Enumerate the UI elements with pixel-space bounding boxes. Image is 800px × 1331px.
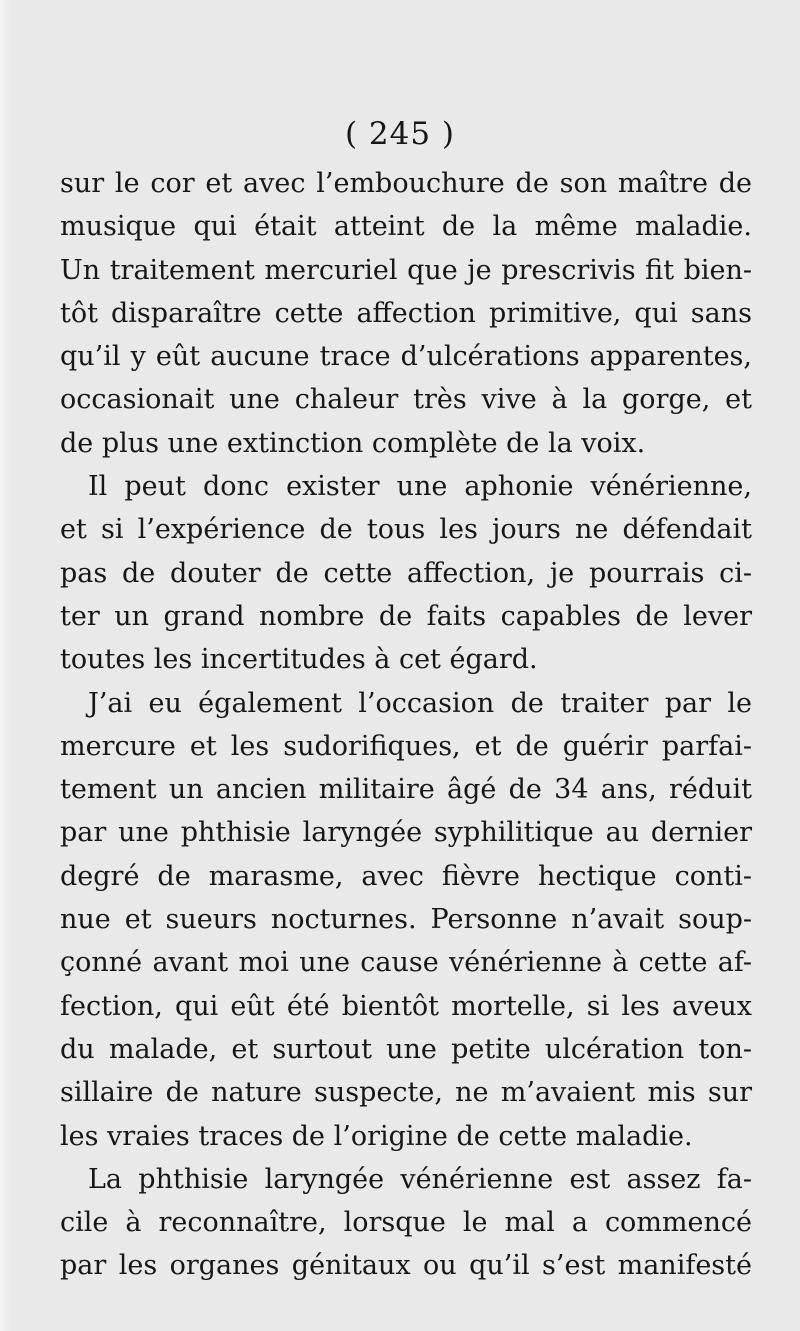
text-line: par une phthisie laryngée syphilitique au dernier	[60, 817, 752, 849]
text-line: Il peut donc exister une aphonie vénérienne,	[88, 471, 752, 503]
text-line: musique qui était atteint de la même maladie.	[60, 211, 752, 243]
page-number: ( 245 )	[344, 116, 456, 152]
text-line: et si l’expérience de tous les jours ne défendait	[60, 514, 752, 546]
text-line: fection, qui eût été bientôt mortelle, si les aveux	[60, 990, 752, 1022]
page-edge	[0, 0, 12, 1331]
text-line: par les organes génitaux ou qu’il s’est manifesté	[60, 1250, 752, 1282]
text-line: du malade, et surtout une petite ulcération ton-	[60, 1033, 752, 1065]
text-line: mercure et les sudorifiques, et de guérir parfai-	[60, 730, 752, 762]
text-line: de plus une extinction complète de la voix.	[60, 427, 646, 459]
text-line: ter un grand nombre de faits capables de lever	[60, 600, 752, 632]
text-line: degré de marasme, avec fièvre hectique conti-	[60, 860, 752, 892]
text-line: tôt disparaître cette affection primitive, qui sans	[60, 297, 752, 329]
text-line: cile à reconnaître, lorsque le mal a commencé	[60, 1207, 752, 1239]
text-line: La phthisie laryngée vénérienne est assez fa-	[88, 1163, 752, 1195]
text-line: J’ai eu également l’occasion de traiter par le	[88, 687, 752, 719]
text-line: Un traitement mercuriel que je prescrivis fit bien-	[60, 254, 752, 286]
text-line: tement un ancien militaire âgé de 34 ans, réduit	[60, 774, 752, 806]
text-line: sur le cor et avec l’embouchure de son maître de	[60, 168, 752, 199]
text-line: les vraies traces de l’origine de cette maladie.	[60, 1120, 693, 1152]
body-text	[60, 162, 752, 1288]
text-line: sillaire de nature suspecte, ne m’avaient mis sur	[60, 1077, 752, 1109]
text-line: çonné avant moi une cause vénérienne à cette af-	[60, 947, 752, 979]
text-line: toutes les incertitudes à cet égard.	[60, 644, 538, 676]
text-line: pas de douter de cette affection, je pourrais ci-	[60, 557, 752, 589]
text-line: nue et sueurs nocturnes. Personne n’avait soup-	[60, 904, 752, 936]
text-line: occasionait une chaleur très vive à la gorge, et	[60, 384, 752, 416]
text-line: qu’il y eût aucune trace d’ulcérations apparentes,	[60, 341, 752, 373]
